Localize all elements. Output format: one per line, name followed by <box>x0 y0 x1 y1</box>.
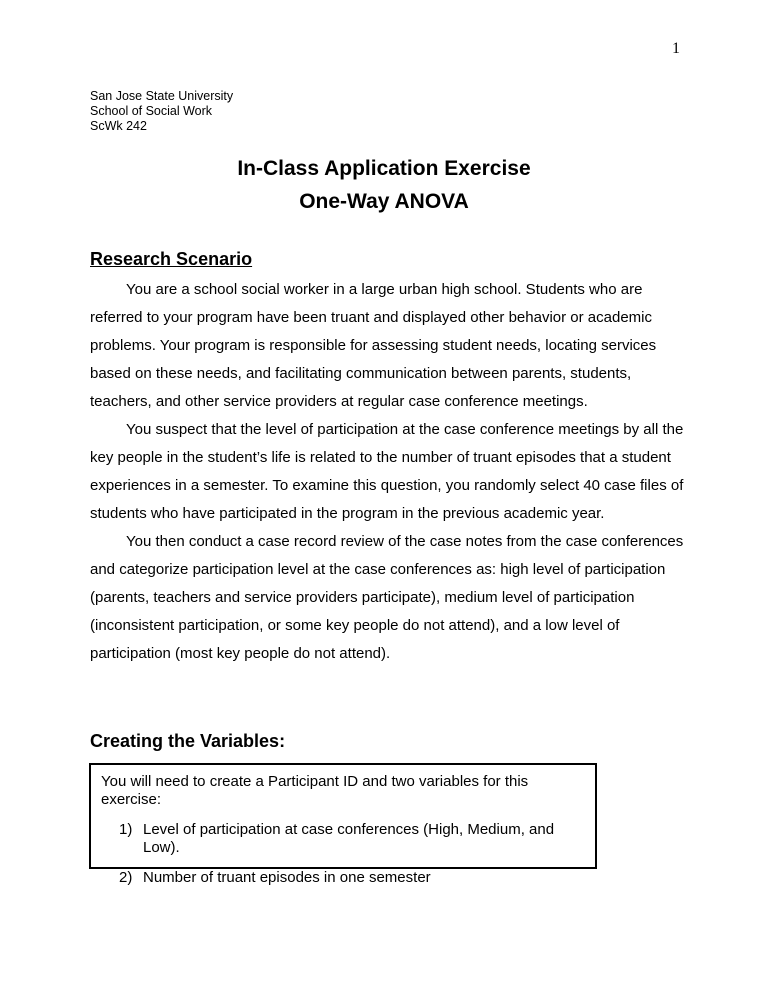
list-item-text: Number of truant episodes in one semester <box>143 869 431 886</box>
scenario-paragraph: You are a school social worker in a large urban high school. Students who are referred to your program have been truant and displayed other behavior or academic problems. Your program is responsible for assessing student needs, locating services based on these needs, and facilitating communication between parents, students, teachers, and other service providers at regular case conference meetings. <box>90 281 657 410</box>
scenario-paragraph: You suspect that the level of participation at the case conference meetings by all the key people in the student’s life is related to the number of truant episodes that a student experiences in a semester. To examine this question, you randomly select 40 case files of students who have participated in the program in the previous academic year. <box>90 421 684 522</box>
header-line-university: San Jose State University <box>90 89 234 103</box>
page-number: 1 <box>672 40 680 57</box>
variables-callout-box <box>89 763 597 886</box>
research-scenario-heading: Research Scenario <box>90 249 253 269</box>
scenario-paragraph: You then conduct a case record review of the case notes from the case conferences and categorize participation level at the case conferences as: high level of participation (parents, teachers and service providers participate), medium level of participation (inconsistent participation, or some key people do not attend), and a low level of participation (most key people do not attend). <box>90 533 684 662</box>
list-item-number: 2) <box>119 869 133 886</box>
creating-variables-heading: Creating the Variables: <box>90 731 286 751</box>
header-line-course: ScWk 242 <box>90 119 147 133</box>
list-item-number: 1) <box>119 821 133 838</box>
callout-intro: You will need to create a Participant ID and two variables for this exercise: <box>101 773 529 808</box>
list-item <box>101 821 585 857</box>
list-item-text: Level of participation at case conferences (High, Medium, and Low). <box>143 821 555 856</box>
document-header <box>90 89 233 134</box>
document-title: In-Class Application Exercise <box>237 157 531 180</box>
list-item <box>101 869 585 887</box>
document-subtitle: One-Way ANOVA <box>299 190 469 213</box>
variables-list <box>101 821 585 887</box>
research-scenario-body <box>90 276 685 668</box>
header-line-school: School of Social Work <box>90 104 213 118</box>
